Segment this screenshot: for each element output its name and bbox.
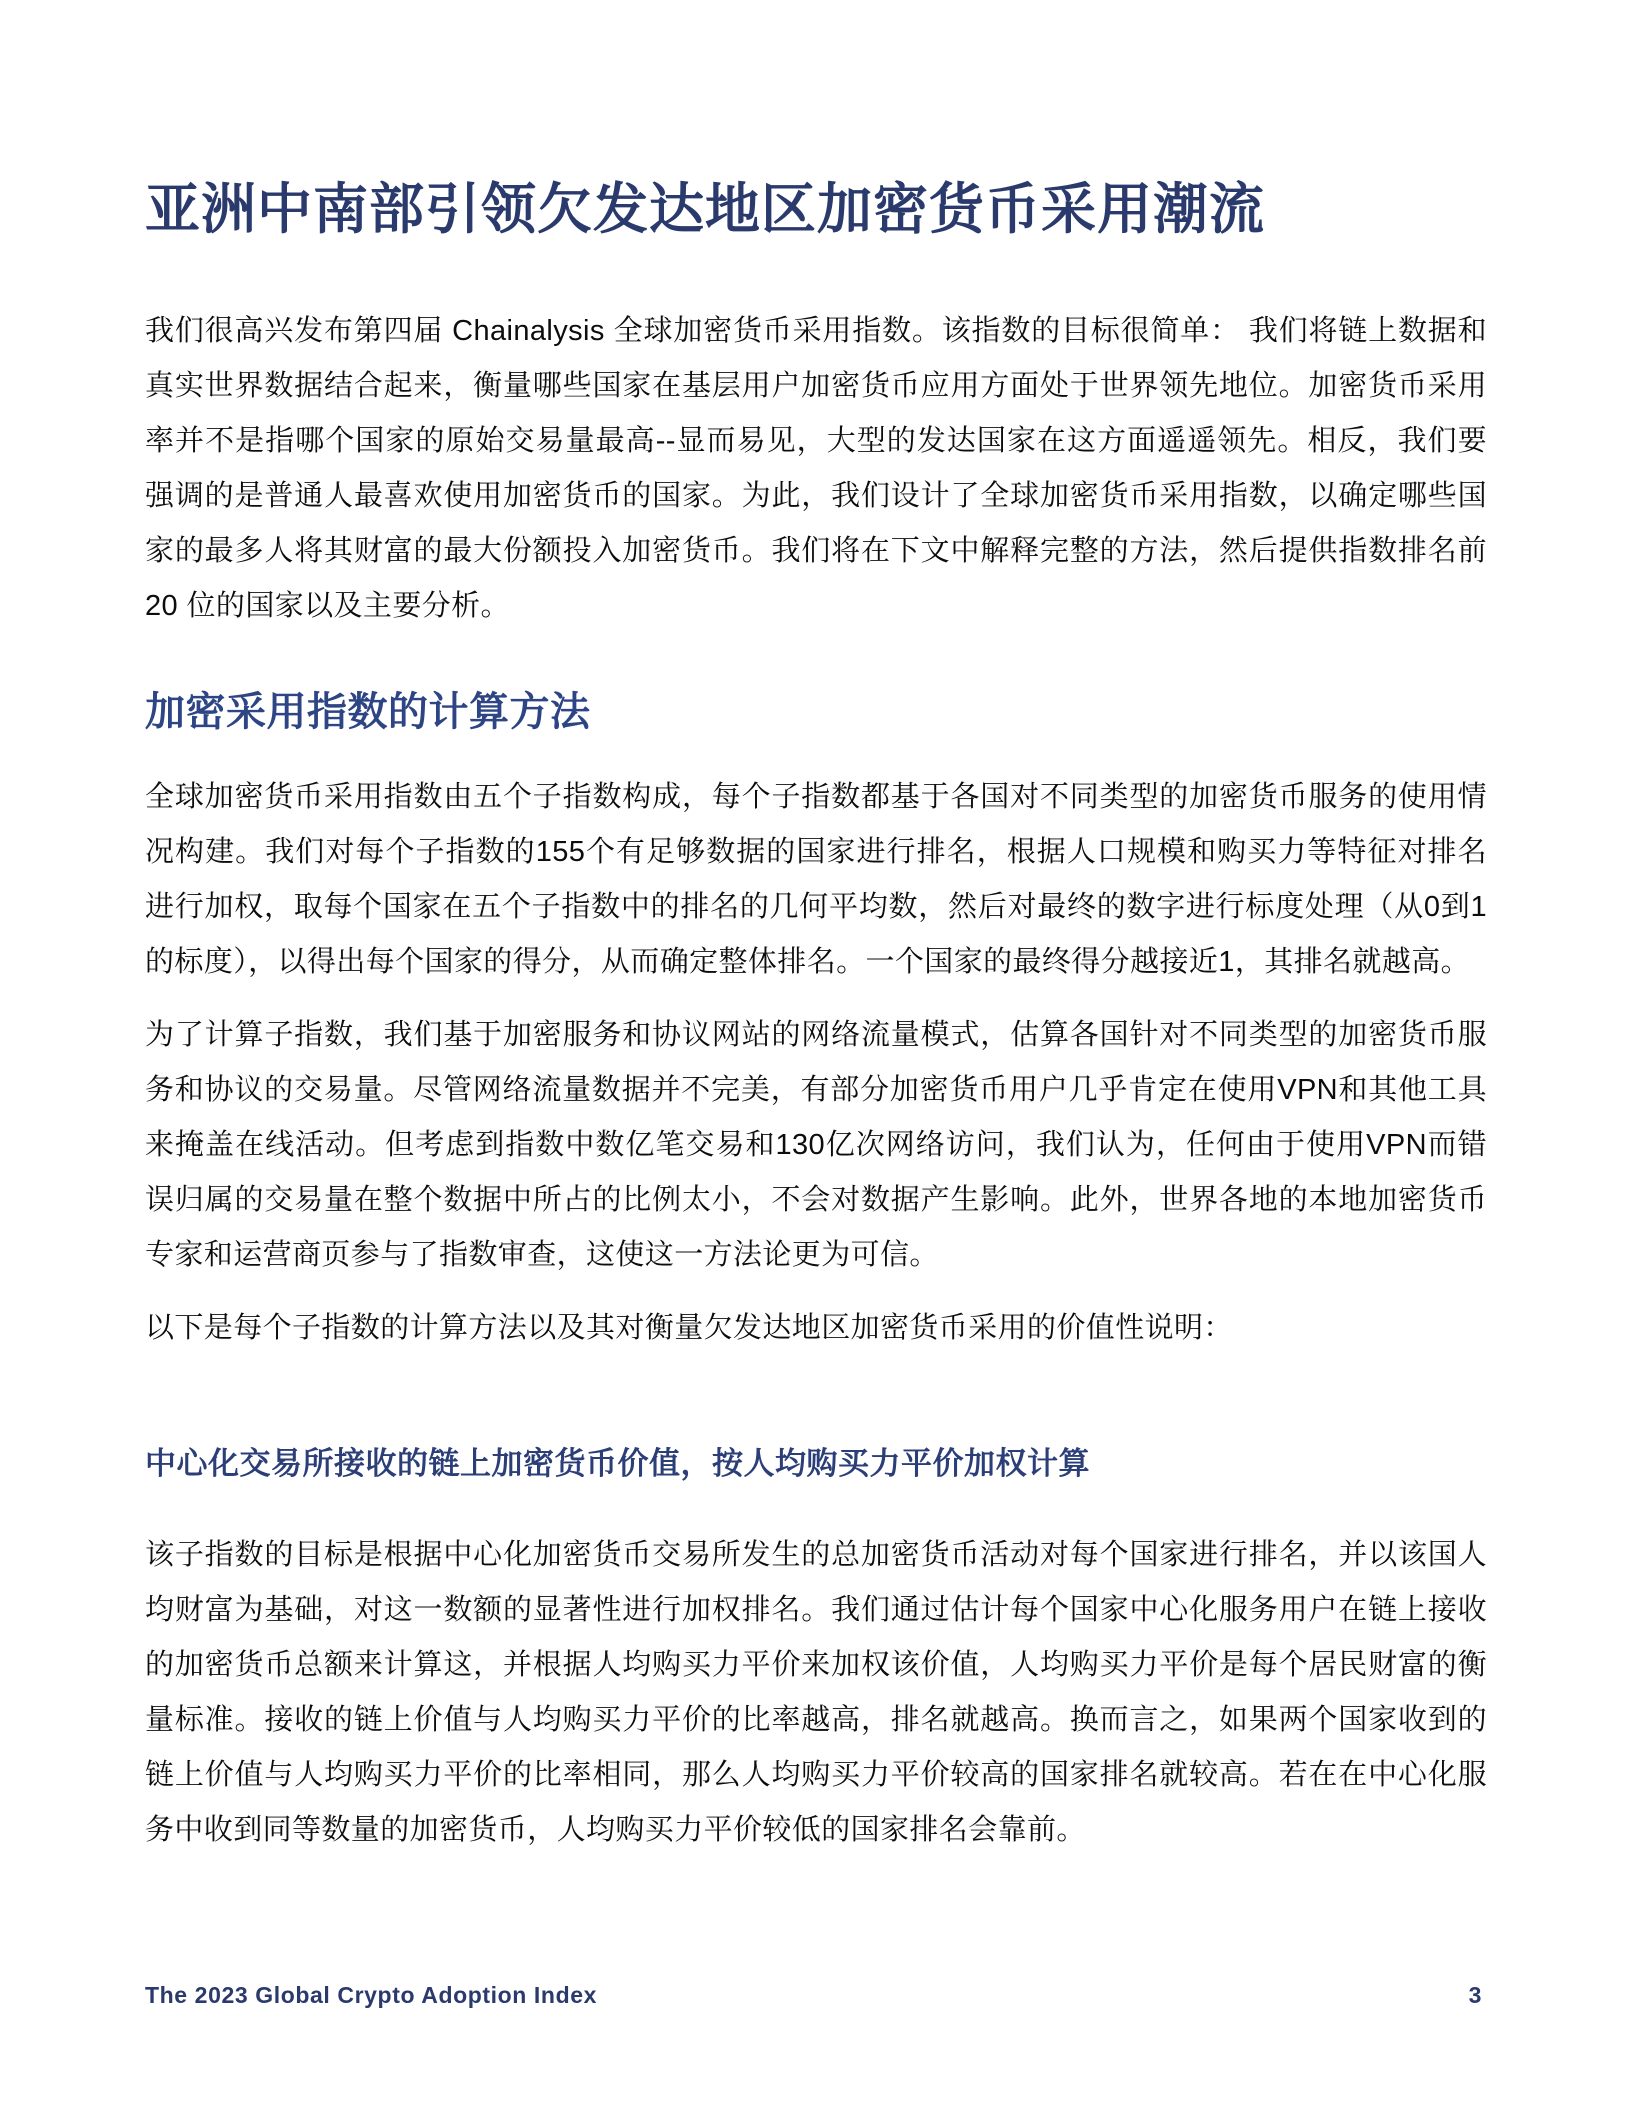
page-footer: [145, 1982, 1482, 2009]
methodology-paragraph-2: 为了计算子指数，我们基于加密服务和协议网站的网络流量模式，估算各国针对不同类型的加密货币服务和协议的交易量。尽管网络流量数据并不完美，有部分加密货币用户几乎肯定在使用VPN和其他工具来掩盖在线活动。但考虑到指数中数亿笔交易和130亿次网络访问，我们认为，任何由于使用VPN而错误归属的交易量在整个数据中所占的比例太小，不会对数据产生影响。此外，世界各地的本地加密货币专家和运营商页参与了指数审查，这使这一方法论更为可信。: [145, 1019, 1487, 1271]
subsection-heading-centralized-exchange: 中心化交易所接收的链上加密货币价值，按人均购买力平价加权计算: [145, 1446, 1090, 1481]
section-heading-methodology: 加密采用指数的计算方法: [145, 690, 591, 734]
document-page: [145, 0, 1487, 1876]
footer-report-title: The 2023 Global Crypto Adoption Index: [145, 1982, 598, 2008]
page-title: 亚洲中南部引领欠发达地区加密货币采用潮流: [145, 178, 1266, 240]
footer-page-number: 3: [1468, 1982, 1482, 2008]
intro-paragraph: 我们很高兴发布第四届 Chainalysis 全球加密货币采用指数。该指数的目标很简单： 我们将链上数据和真实世界数据结合起来，衡量哪些国家在基层用户加密货币应用方面处于世界领先地位。加密货币采用率并不是指哪个国家的原始交易量最高--显而易见，大型的发达国家在这方面遥遥领先。相反，我们要强调的是普通人最喜欢使用加密货币的国家。为此，我们设计了全球加密货币采用指数，以确定哪些国家的最多人将其财富的最大份额投入加密货币。我们将在下文中解释完整的方法，然后提供指数排名前 20 位的国家以及主要分析。: [145, 315, 1487, 622]
subsection-paragraph: 该子指数的目标是根据中心化加密货币交易所发生的总加密货币活动对每个国家进行排名，并以该国人均财富为基础，对这一数额的显著性进行加权排名。我们通过估计每个国家中心化服务用户在链上接收的加密货币总额来计算这，并根据人均购买力平价来加权该价值，人均购买力平价是每个居民财富的衡量标准。接收的链上价值与人均购买力平价的比率越高，排名就越高。换而言之，如果两个国家收到的链上价值与人均购买力平价的比率相同，那么人均购买力平价较高的国家排名就较高。若在在中心化服务中收到同等数量的加密货币，人均购买力平价较低的国家排名会靠前。: [145, 1539, 1487, 1846]
methodology-paragraph-1: 全球加密货币采用指数由五个子指数构成，每个子指数都基于各国对不同类型的加密货币服务的使用情况构建。我们对每个子指数的155个有足够数据的国家进行排名，根据人口规模和购买力等特征对排名进行加权，取每个国家在五个子指数中的排名的几何平均数，然后对最终的数字进行标度处理（从0到1的标度），以得出每个国家的得分，从而确定整体排名。一个国家的最终得分越接近1，其排名就越高。: [145, 781, 1487, 978]
methodology-paragraph-3: 以下是每个子指数的计算方法以及其对衡量欠发达地区加密货币采用的价值性说明：: [145, 1312, 1233, 1344]
